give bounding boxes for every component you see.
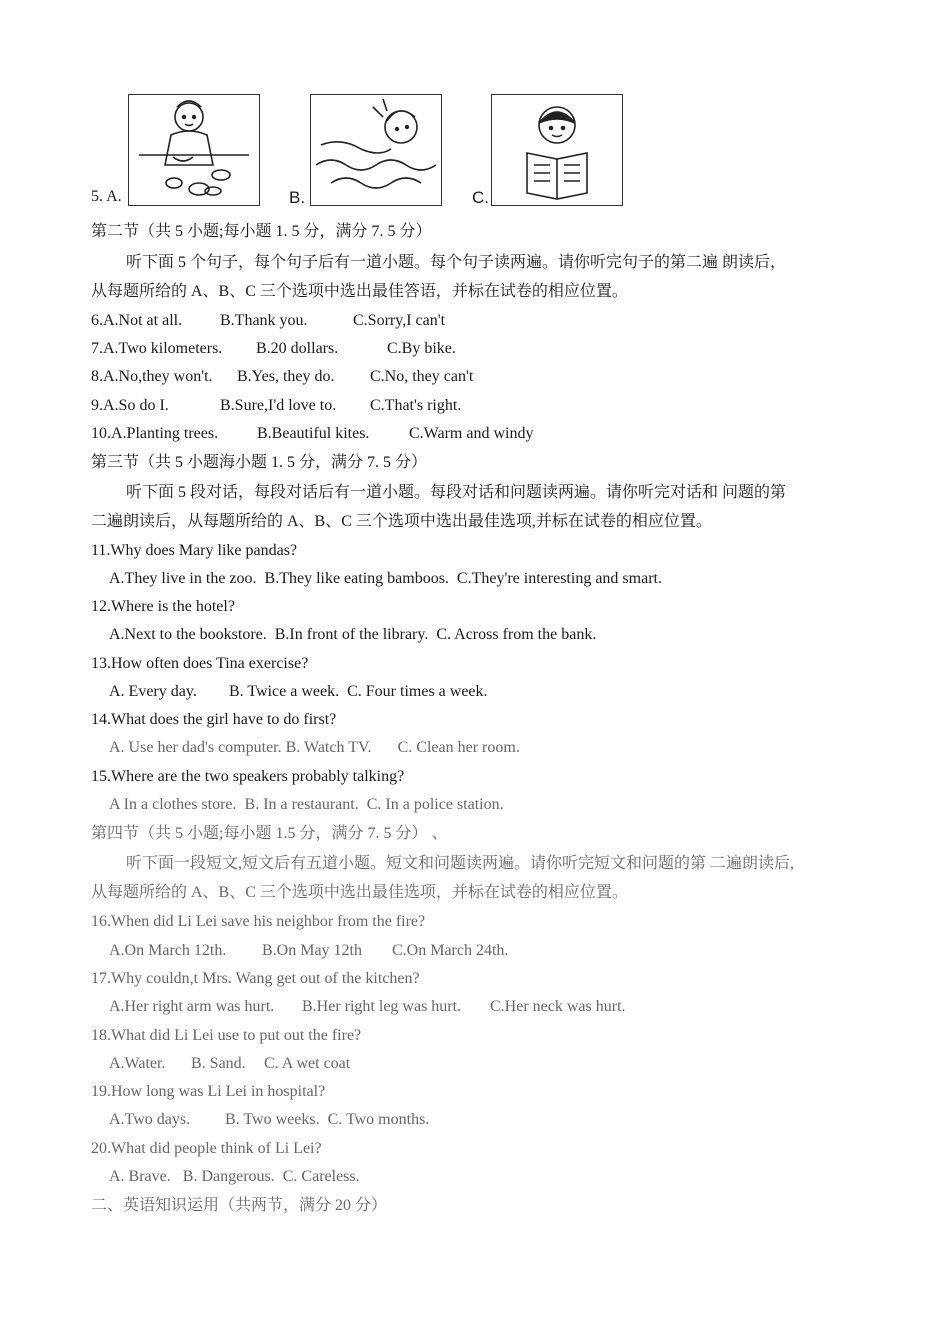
question-18: 18.What did Li Lei use to put out the fire? xyxy=(91,1027,362,1044)
option-a: A.Water. xyxy=(109,1055,166,1072)
question-number: 6. xyxy=(91,312,103,329)
option-b: B.In front of the library. xyxy=(274,626,429,643)
option-a: A.Her right arm was hurt. xyxy=(109,998,275,1015)
option-c: C.That's right. xyxy=(370,397,462,414)
question-18-options xyxy=(109,1054,350,1074)
question-16: 16.When did Li Lei save his neighbor from the fire? xyxy=(91,913,426,930)
option-c: C. Two months. xyxy=(327,1111,430,1128)
option-c: C.Warm and windy xyxy=(409,425,534,442)
question-number: 7. xyxy=(91,340,103,357)
question-11-options xyxy=(109,569,662,589)
option-b: B.Thank you. xyxy=(220,312,308,329)
option-a: A. Use her dad's computer. xyxy=(109,739,282,756)
option-c: C. Across from the bank. xyxy=(436,626,597,643)
section-3-instruction-1: 听下面 5 段对话，每段对话后有一道小题。每段对话和问题读两遍。请你听完对话和 问题的第 xyxy=(126,484,787,501)
section-4-instruction-1: 听下面一段短文,短文后有五道小题。短文和问题读两遍。请你听完短文和问题的第 二遍朗读后, xyxy=(126,855,795,872)
option-c: C. Careless. xyxy=(282,1168,360,1185)
question-14: 14.What does the girl have to do first? xyxy=(91,711,337,728)
option-a: A.So do I. xyxy=(103,397,169,414)
option-c: C.By bike. xyxy=(387,340,456,357)
option-b: B. Two weeks. xyxy=(225,1111,320,1128)
option-a: A.They live in the zoo. xyxy=(109,570,257,587)
question-17: 17.Why couldn,t Mrs. Wang get out of the kitchen? xyxy=(91,970,420,987)
question-number: 10. xyxy=(91,425,111,442)
q5-b-label: B. xyxy=(289,188,306,207)
section-4-heading: 第四节（共 5 小题;每小题 1.5 分，满分 7. 5 分） 、 xyxy=(91,825,448,842)
question-number: 8. xyxy=(91,368,103,385)
option-b: B. Watch TV. xyxy=(285,739,372,756)
option-b: B.On May 12th xyxy=(262,942,362,959)
option-b: B.Beautiful kites. xyxy=(257,425,370,442)
section-3-heading: 第三节（共 5 小题海小题 1. 5 分，满分 7. 5 分） xyxy=(91,454,428,471)
option-a: A. Every day. xyxy=(109,683,197,700)
part-2-heading: 二、英语知识运用（共两节，满分 20 分） xyxy=(91,1197,388,1214)
option-c: C.On March 24th. xyxy=(392,942,509,959)
option-c: C.Her neck was hurt. xyxy=(490,998,626,1015)
option-c: C. Clean her room. xyxy=(397,739,520,756)
section-3-instruction-2: 二遍朗读后，从每题所给的 A、B、C 三个选项中选出最佳选项,并标在试卷的相应位置。 xyxy=(91,513,712,530)
section-4-instruction-2: 从每题所给的 A、B、C 三个选项中选出最佳选项，并标在试卷的相应位置。 xyxy=(91,884,628,901)
option-a: A.On March 12th. xyxy=(109,942,227,959)
option-c: C. In a police station. xyxy=(366,796,504,813)
option-c: C.They're interesting and smart. xyxy=(456,570,662,587)
question-16-options xyxy=(109,941,508,961)
q5-label: 5. A. xyxy=(91,188,122,205)
option-a: A In a clothes store. xyxy=(109,796,237,813)
option-a: A.No,they won't. xyxy=(103,368,213,385)
option-c: C.Sorry,I can't xyxy=(353,312,446,329)
q5-c-label: C. xyxy=(472,188,489,207)
option-c: C. A wet coat xyxy=(264,1055,351,1072)
question-10 xyxy=(91,424,533,444)
question-5-pictures xyxy=(91,90,731,210)
child-reading-icon xyxy=(491,94,623,206)
option-a: A.Next to the bookstore. xyxy=(109,626,267,643)
question-20: 20.What did people think of Li Lei? xyxy=(91,1140,322,1157)
question-15: 15.Where are the two speakers probably talking? xyxy=(91,768,405,785)
option-b: B.Sure,I'd love to. xyxy=(220,397,337,414)
section-2-heading: 第二节（共 5 小题;每小题 1. 5 分，满分 7. 5 分） xyxy=(91,223,432,240)
option-a: A.Two days. xyxy=(109,1111,191,1128)
question-20-options xyxy=(109,1167,360,1187)
option-a: A.Two kilometers. xyxy=(103,340,223,357)
option-b: B. Twice a week. xyxy=(229,683,340,700)
child-swimming-icon xyxy=(310,94,442,206)
question-13-options xyxy=(109,682,488,702)
option-b: B.20 dollars. xyxy=(256,340,339,357)
question-19-options xyxy=(109,1110,429,1130)
option-a: A.Planting trees. xyxy=(111,425,219,442)
section-2-instruction-1: 听下面 5 个句子，每个句子后有一道小题。每个句子读两遍。请你听完句子的第二遍 朗读后， xyxy=(126,254,787,271)
question-17-options xyxy=(109,997,626,1017)
option-b: B.They like eating bamboos. xyxy=(264,570,449,587)
question-11: 11.Why does Mary like pandas? xyxy=(91,542,298,559)
option-c: C.No, they can't xyxy=(370,368,474,385)
option-b: B. In a restaurant. xyxy=(244,796,359,813)
option-a: A. Brave. xyxy=(109,1168,171,1185)
question-13: 13.How often does Tina exercise? xyxy=(91,655,309,672)
question-number: 9. xyxy=(91,397,103,414)
option-b: B.Her right leg was hurt. xyxy=(302,998,462,1015)
option-b: B. Sand. xyxy=(191,1055,246,1072)
option-a: A.Not at all. xyxy=(103,312,183,329)
question-9 xyxy=(91,396,461,416)
question-15-options xyxy=(109,795,504,815)
question-12: 12.Where is the hotel? xyxy=(91,598,235,615)
section-2-instruction-2: 从每题所给的 A、B、C 三个选项中选出最佳答语，并标在试卷的相应位置。 xyxy=(91,283,628,300)
child-eating-icon xyxy=(128,94,260,206)
question-19: 19.How long was Li Lei in hospital? xyxy=(91,1083,326,1100)
question-7 xyxy=(91,339,456,359)
question-6 xyxy=(91,311,445,331)
question-14-options xyxy=(109,738,520,758)
question-8 xyxy=(91,367,473,387)
question-12-options xyxy=(109,625,596,645)
option-b: B.Yes, they do. xyxy=(237,368,335,385)
option-c: C. Four times a week. xyxy=(347,683,488,700)
option-b: B. Dangerous. xyxy=(182,1168,275,1185)
